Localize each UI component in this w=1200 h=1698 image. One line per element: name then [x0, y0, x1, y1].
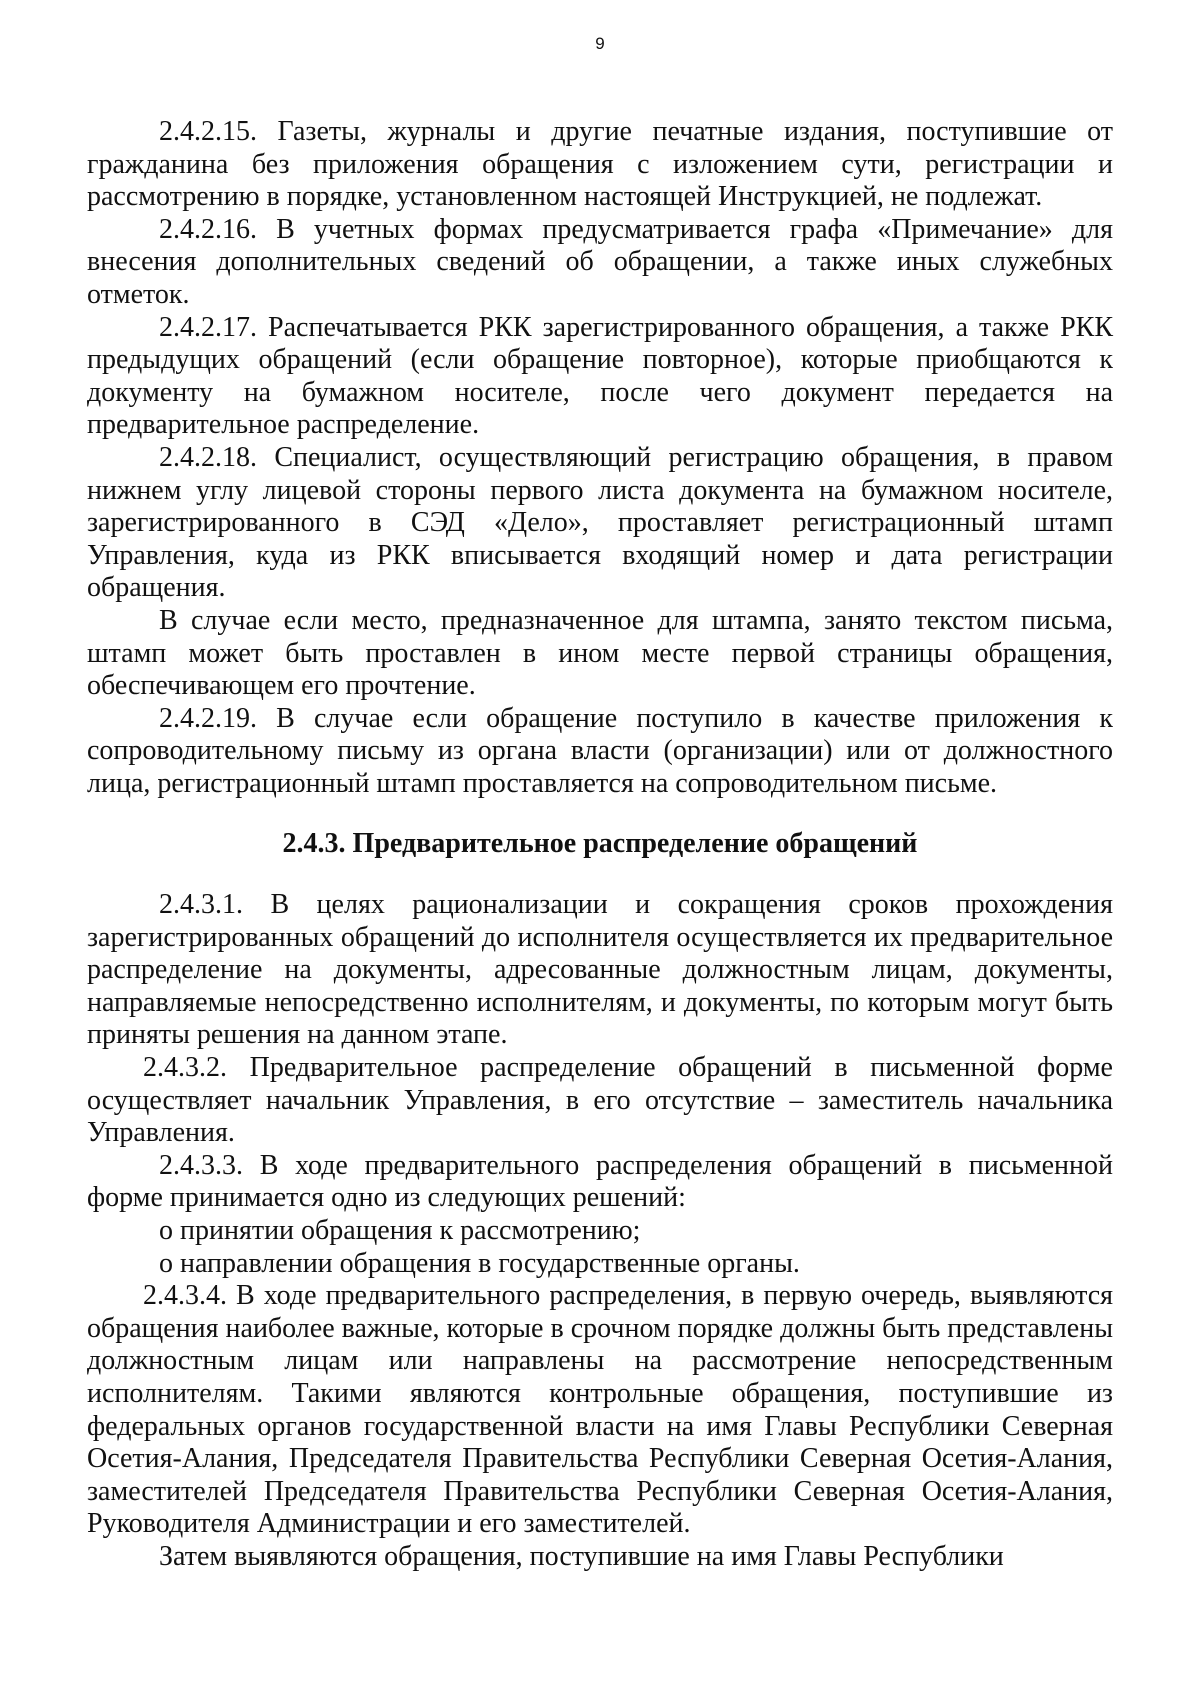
list-item-decision-redirect: о направлении обращения в государственные органы.	[159, 1247, 800, 1279]
list-item-decision-accept: о принятии обращения к рассмотрению;	[159, 1215, 641, 1246]
paragraph-2-4-2-18: 2.4.2.18. Специалист, осуществляющий регистрацию обращения, в правом нижнем углу лицевой стороны первого листа документа на бумажном носителе, зарегистрированного в СЭД «Дело», проставляет регистрационный штамп Управления, куда из РКК вписывается входящий номер и дата регистрации обращения.	[87, 441, 1113, 604]
paragraph-stamp-placement: В случае если место, предназначенное для штампа, занято текстом письма, штамп может быть проставлен в ином месте первой страницы обращения, обеспечивающем его прочтение.	[87, 604, 1113, 702]
paragraph-2-4-2-17: 2.4.2.17. Распечатывается РКК зарегистрированного обращения, а также РКК предыдущих обращений (если обращение повторное), которые приобщаются к документу на бумажном носителе, после чего документ передается на предварительное распределение.	[87, 311, 1113, 441]
paragraph-2-4-3-4: 2.4.3.4. В ходе предварительного распределения, в первую очередь, выявляются обращения наиболее важные, которые в срочном порядке должны быть представлены должностным лицам или направлены на рассмотрение непосредственным исполнителям. Такими являются контрольные обращения, поступившие из федеральных органов государственной власти на имя Главы Республики Северная Осетия-Алания, Председателя Правительства Республики Северная Осетия-Алания, заместителей Председателя Правительства Республики Северная Осетия-Алания, Руководителя Администрации и его заместителей.	[87, 1280, 1113, 1540]
paragraph-2-4-3-1: 2.4.3.1. В целях рационализации и сокращения сроков прохождения зарегистрированных обращений до исполнителя осуществляется их предварительное распределение на документы, адресованные должностным лицам, документы, направляемые непосредственно исполнителям, и документы, по которым могут быть приняты решения на данном этапе.	[87, 889, 1113, 1051]
document-body	[87, 116, 1113, 1574]
paragraph-2-4-2-16: 2.4.2.16. В учетных формах предусматривается графа «Примечание» для внесения дополнительных сведений об обращении, а также иных служебных отметок.	[87, 213, 1113, 310]
page-number: 9	[595, 34, 605, 53]
section-heading: 2.4.3. Предварительное распределение обращений	[282, 828, 918, 860]
paragraph-then-identified: Затем выявляются обращения, поступившие на имя Главы Республики	[159, 1540, 1004, 1572]
paragraph-2-4-2-15: 2.4.2.15. Газеты, журналы и другие печатные издания, поступившие от гражданина без приложения обращения с изложением сути, регистрации и рассмотрению в порядке, установленном настоящей Инструкцией, не подлежат.	[87, 116, 1113, 213]
paragraph-2-4-2-19: 2.4.2.19. В случае если обращение поступило в качестве приложения к сопроводительному письму из органа власти (организации) или от должностного лица, регистрационный штамп проставляется на сопроводительном письме.	[87, 702, 1113, 799]
paragraph-2-4-3-3: 2.4.3.3. В ходе предварительного распределения обращений в письменной форме принимается одно из следующих решений:	[87, 1149, 1113, 1214]
paragraph-2-4-3-2: 2.4.3.2. Предварительное распределение обращений в письменной форме осуществляет начальник Управления, в его отсутствие – заместитель начальника Управления.	[87, 1052, 1113, 1149]
